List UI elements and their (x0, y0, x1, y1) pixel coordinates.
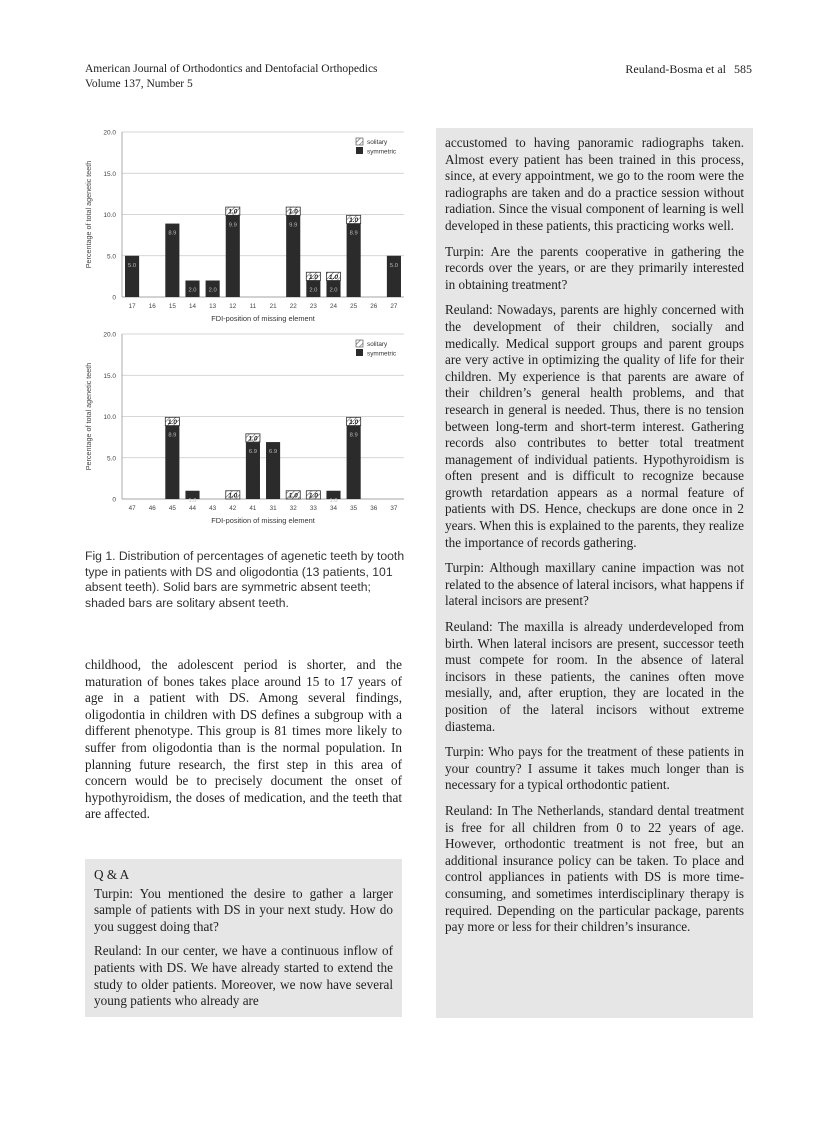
x-tick-label: 21 (269, 303, 277, 310)
page-number: 585 (734, 62, 752, 76)
bar-value-label: 2.0 (309, 287, 318, 294)
bar-value-label: 1.0 (228, 492, 238, 500)
bar-value-label: 1.0 (349, 216, 359, 224)
y-tick-label: 15.0 (103, 170, 116, 178)
bar-value-label: 1.0 (308, 273, 318, 281)
x-tick-label: 22 (289, 303, 297, 310)
figure-caption: Fig 1. Distribution of percentages of agenetic teeth by tooth type in patients with DS and oligodontia (13 patients, 101 absent teeth). Solid bars are symmetric absent teeth; shaded bars are solitary absent teeth. (85, 549, 405, 610)
x-tick-label: 45 (168, 505, 176, 512)
y-tick-label: 0 (112, 496, 116, 504)
bar-value-label: 9.9 (289, 222, 298, 229)
bar-value-label: 8.9 (168, 230, 177, 237)
x-tick-label: 31 (269, 505, 277, 512)
qa-paragraph: Reuland: In The Netherlands, standard dental treatment is free for all children from 0 to 22 years of age. However, orthodontic treatment is not free, but an additional insurance policy can be taken. To place and control appliances in patients with DS is more time-consuming, and sometimes interdisciplinary therapy is required. Depending on the particular package, parents pay more or less for their children’s insurance. (445, 802, 744, 935)
x-tick-label: 26 (370, 303, 378, 310)
x-tick-label: 34 (329, 505, 338, 512)
legend-swatch-solitary (356, 340, 363, 347)
qa-box-left (85, 859, 402, 1017)
bar-value-label: 1.0 (349, 418, 359, 426)
legend-label: symmetric (367, 350, 397, 358)
qa-heading: Q & A (94, 867, 130, 882)
x-tick-label: 11 (249, 303, 257, 310)
y-tick-label: 5.0 (106, 253, 116, 261)
x-tick-label: 23 (309, 303, 317, 310)
legend-swatch-symmetric (356, 349, 363, 356)
y-axis-label: Percentage of total agenetic teeth (84, 362, 93, 471)
bar-value-label: 1.0 (167, 418, 177, 426)
x-tick-label: 15 (168, 303, 176, 310)
bar-value-label: 9.9 (228, 222, 237, 229)
x-tick-label: 43 (209, 505, 217, 512)
qa-paragraph: accustomed to having panoramic radiographs taken. Almost every patient has been trained in this process, since, at every appointment, we go to the room were the radiographs are taken and do a practice session without radiation. Since the visual component of learning is well developed in these patients, this practicing works well. (445, 135, 744, 233)
bar-value-label: 8.9 (168, 432, 177, 439)
x-tick-label: 42 (229, 505, 237, 512)
y-tick-label: 5.0 (106, 455, 116, 463)
x-tick-label: 37 (390, 505, 398, 512)
author-name: Reuland-Bosma et al (625, 62, 726, 76)
bar-value-label: 1.0 (288, 208, 298, 216)
x-tick-label: 13 (209, 303, 217, 310)
bar-value-label: 2.0 (329, 287, 338, 294)
y-tick-label: 15.0 (103, 372, 116, 380)
x-tick-label: 24 (329, 303, 338, 310)
bar-value-label: 1.0 (328, 273, 339, 281)
qa-paragraph: Turpin: You mentioned the desire to gather a larger sample of patients with DS in your next study. How do you suggest doing that? (94, 885, 393, 934)
qa-box-right (436, 128, 753, 1018)
qa-paragraph: Turpin: Who pays for the treatment of these patients in your country? I assume it takes much longer than is necessary for a typical orthodontic patient. (445, 744, 744, 793)
bar-chart-1 (84, 130, 404, 324)
x-tick-label: 36 (370, 505, 378, 512)
qa-paragraph: Reuland: In our center, we have a continuous inflow of patients with DS. We have already started to extend the study to older patients. Moreover, we now have several young patients who already are (94, 943, 393, 1009)
bar-value-label: 6.9 (248, 449, 257, 456)
x-tick-label: 12 (229, 303, 237, 310)
legend-label: solitary (367, 341, 388, 348)
y-tick-label: 10.0 (103, 212, 116, 219)
bar-value-label: 1.0 (288, 492, 298, 500)
x-tick-label: 44 (188, 505, 197, 512)
bar-chart-2 (84, 332, 404, 526)
running-header-right (625, 62, 752, 77)
x-tick-label: 16 (148, 303, 156, 310)
bar-value-label: 1.0 (248, 435, 258, 443)
bar-value-label: 1.0 (329, 497, 338, 504)
x-axis-label: FDI-position of missing element (211, 314, 315, 323)
bar-value-label: 5.0 (389, 262, 398, 269)
legend-label: solitary (367, 139, 388, 146)
journal-name: American Journal of Orthodontics and Dentofacial Orthopedics (85, 63, 378, 75)
x-tick-label: 17 (128, 303, 136, 310)
x-tick-label: 35 (350, 505, 358, 512)
x-tick-label: 33 (309, 505, 317, 512)
volume-number: Volume 137, Number 5 (85, 78, 193, 90)
bar-value-label: 2.0 (188, 287, 197, 294)
legend-swatch-symmetric (356, 147, 363, 154)
y-axis-label: Percentage of total agenetic teeth (84, 160, 93, 269)
y-tick-label: 20.0 (103, 331, 116, 339)
x-tick-label: 25 (350, 303, 358, 310)
bar-value-label: 2.0 (208, 287, 217, 294)
y-tick-label: 20.0 (103, 129, 116, 137)
bar-value-label: 1.0 (308, 492, 318, 500)
x-tick-label: 41 (249, 505, 257, 512)
bar-value-label: 8.9 (349, 230, 358, 237)
bar-value-label: 1.0 (188, 497, 197, 504)
qa-paragraph: Reuland: Nowadays, parents are highly concerned with the development of their children, socially and medically. Medical support groups and parent groups are very active in optimizing the quality of life for their children. My experience is that parents are aware of their children’s general health problems, and that research in general is needed. Thus, there is no tension between long-term and short-term interest. Gathering records also contributes to better total treatment management of individual patients. Hypothyroidism is often present and is difficult to recognize because growth retardation appears as a normal feature of patients with DS. Hence, checkups are done once in 2 years. When this is explained to the parents, they realize the importance of records gathering. (445, 302, 744, 550)
x-axis-label: FDI-position of missing element (211, 516, 315, 525)
figure-1-charts (80, 124, 410, 534)
qa-paragraph: Turpin: Although maxillary canine impaction was not related to the absence of lateral incisors, what happens if lateral incisors are present? (445, 560, 744, 609)
qa-paragraph: Reuland: The maxilla is already underdeveloped from birth. When lateral incisors are present, successor teeth must compete for room. In the absence of lateral incisors in these patients, the canines often move mesially, and, after eruption, they are located in the position of the lateral incisors without extreme diastema. (445, 619, 744, 734)
bar-value-label: 6.9 (269, 449, 278, 456)
y-tick-label: 10.0 (103, 414, 116, 421)
legend-label: symmetric (367, 148, 397, 156)
x-tick-label: 32 (289, 505, 297, 512)
running-header-left (85, 62, 378, 92)
y-tick-label: 0 (112, 294, 116, 302)
bar-value-label: 8.9 (349, 432, 358, 439)
x-tick-label: 14 (188, 303, 197, 310)
body-paragraph: childhood, the adolescent period is shorter, and the maturation of bones takes place around 15 to 17 years of age in a patient with DS. Among several findings, oligodontia in children with DS defines a subgroup with a different phenotype. This group is 81 times more likely to suffer from oligodontia than is the normal population. In planning future research, the first step in this area of concern would be to precisely document the onset of hypothyroidism, the doses of medication, and the teeth that are affected. (85, 657, 402, 822)
bar-value-label: 1.0 (228, 208, 238, 216)
bar-value-label: 5.0 (128, 262, 137, 269)
x-tick-label: 47 (128, 505, 136, 512)
qa-paragraph: Turpin: Are the parents cooperative in gathering the records over the years, or are they primarily interested in obtaining treatment? (445, 243, 744, 292)
x-tick-label: 27 (390, 303, 398, 310)
legend-swatch-solitary (356, 138, 363, 145)
x-tick-label: 46 (148, 505, 156, 512)
